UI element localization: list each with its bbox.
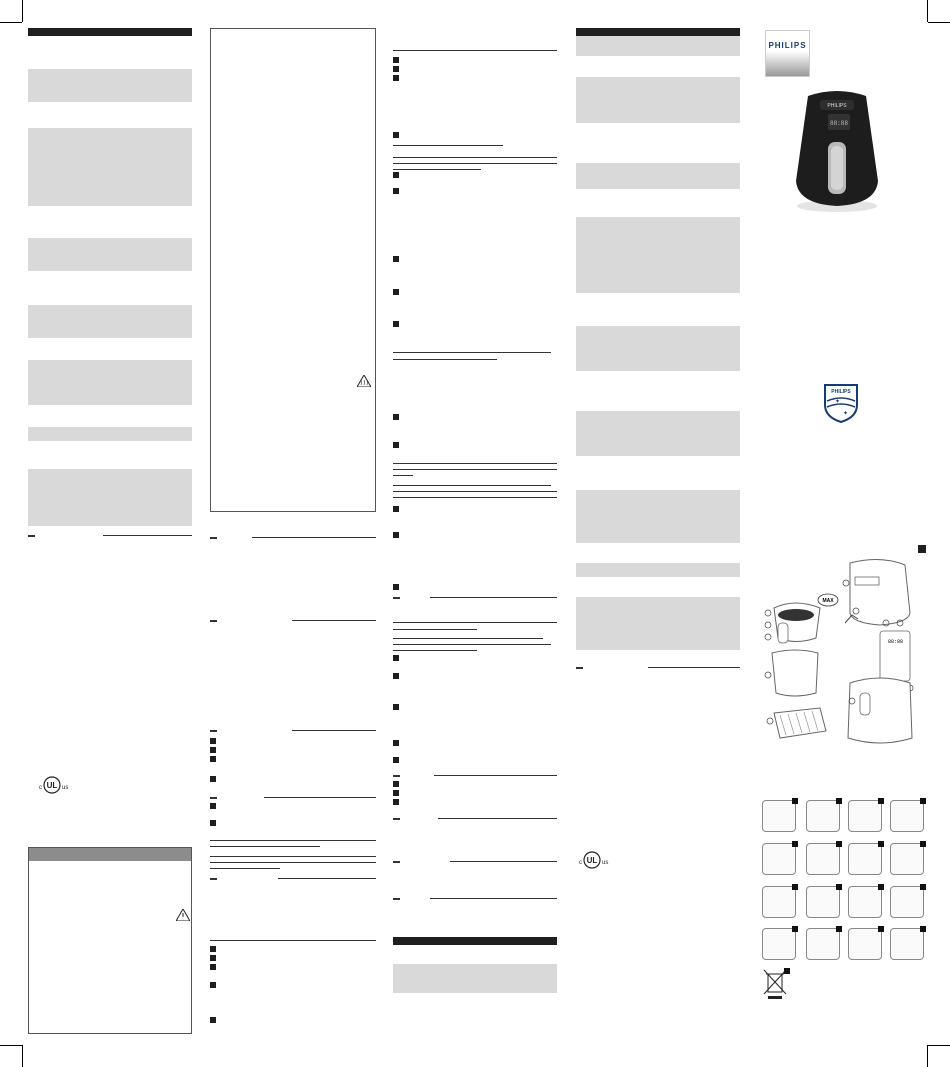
text-block (28, 360, 192, 405)
svg-text:c: c (579, 860, 582, 866)
step-image (890, 886, 924, 918)
body-rule (393, 145, 503, 146)
heading-rule (210, 620, 217, 622)
crop-mark (928, 1045, 950, 1046)
step-image (848, 843, 882, 875)
body-rule (393, 463, 557, 464)
heading-rule (393, 597, 400, 599)
bullet (210, 964, 216, 970)
text-block (576, 36, 740, 56)
crop-mark (22, 1045, 23, 1067)
heading-rule (450, 861, 557, 862)
text-block (576, 490, 740, 543)
body-rule (393, 644, 551, 645)
philips-logo (765, 30, 810, 77)
step-image (762, 800, 796, 832)
crop-mark (22, 0, 23, 22)
heading-rule (393, 898, 400, 900)
body-rule (393, 497, 557, 498)
recycle-bin-icon (762, 968, 790, 1000)
body-rule (393, 157, 557, 158)
warning-box (28, 847, 192, 1034)
bullet (393, 289, 399, 295)
svg-text:MAX: MAX (822, 598, 834, 604)
shield-icon (823, 379, 859, 423)
product-image-airfryer (790, 86, 884, 216)
heading-rule (393, 818, 400, 820)
heading-rule (210, 797, 217, 799)
svg-text:88:88: 88:88 (829, 120, 849, 127)
ul-center-text: UL (46, 781, 58, 790)
heading-rule (210, 878, 217, 880)
heading-rule (434, 775, 557, 776)
heading-rule (210, 537, 217, 539)
svg-text:✦: ✦ (843, 411, 849, 417)
heading-rule (393, 861, 400, 863)
bullet (393, 799, 399, 805)
bullet (393, 584, 399, 590)
step-image (848, 800, 882, 832)
brand-name: PHILIPS (768, 41, 807, 50)
heading-rule (278, 878, 376, 879)
heading-rule (252, 537, 376, 538)
body-rule (210, 862, 376, 863)
text-block (28, 427, 192, 441)
bullet (393, 781, 399, 787)
text-block (576, 217, 740, 293)
bullet (210, 738, 216, 744)
bullet (210, 776, 216, 782)
body-rule (393, 475, 413, 476)
text-block (28, 69, 192, 102)
text-block (393, 964, 557, 993)
bullet (210, 747, 216, 753)
step-image (762, 886, 796, 918)
body-rule (393, 622, 557, 623)
svg-text:UL: UL (586, 856, 598, 865)
step-image (806, 843, 840, 875)
bullet (210, 820, 216, 826)
body-rule (393, 491, 557, 492)
crop-mark (927, 1045, 928, 1067)
bullet (210, 1017, 216, 1023)
heading-rule (438, 818, 557, 819)
bullet (393, 132, 399, 138)
step-image (848, 928, 882, 960)
bullet (393, 321, 399, 327)
step-image (890, 800, 924, 832)
text-block (28, 305, 192, 338)
step-image (890, 843, 924, 875)
step-image (806, 886, 840, 918)
bullet (393, 75, 399, 81)
body-rule (210, 856, 376, 857)
bullet (210, 955, 216, 961)
hot-surface-icon (357, 374, 371, 392)
heading-rule (393, 775, 400, 777)
heading-rule (292, 730, 376, 731)
body-rule (393, 629, 477, 630)
step-image (848, 886, 882, 918)
bullet (210, 982, 216, 988)
body-rule (393, 50, 557, 51)
body-rule (210, 840, 376, 841)
text-block (576, 77, 740, 123)
body-rule (393, 485, 551, 486)
svg-text:PHILIPS: PHILIPS (831, 389, 851, 395)
text-block (28, 469, 192, 526)
bullet (393, 757, 399, 763)
bullet (210, 803, 216, 809)
page-marker (918, 545, 926, 553)
crop-mark (928, 22, 950, 23)
bullet (393, 506, 399, 512)
heading-rule (430, 597, 557, 598)
section-header-bar (393, 937, 557, 945)
parts-diagram (760, 553, 920, 753)
bullet (393, 172, 399, 178)
section-header-bar (28, 28, 192, 36)
body-rule (210, 940, 376, 941)
body-rule (393, 650, 477, 651)
heading-rule (430, 898, 557, 899)
body-rule (393, 169, 481, 170)
heading-rule (576, 667, 583, 669)
bullet (393, 532, 399, 538)
svg-text:✦: ✦ (835, 399, 841, 405)
heading-rule (292, 620, 376, 621)
safety-notice-box (210, 28, 376, 512)
bullet (393, 57, 399, 63)
text-block (576, 326, 740, 371)
crop-mark (0, 1045, 22, 1046)
heading-rule (648, 667, 740, 668)
step-image (762, 843, 796, 875)
svg-text:us: us (62, 785, 69, 791)
bullet (393, 66, 399, 72)
bullet (393, 256, 399, 262)
text-block (28, 238, 192, 271)
text-block (576, 411, 740, 456)
crop-mark (927, 0, 928, 22)
section-header-bar (576, 28, 740, 36)
text-block (576, 597, 740, 650)
body-rule (393, 352, 551, 353)
body-rule (393, 638, 543, 639)
text-block (576, 563, 740, 577)
crop-mark (0, 22, 22, 23)
body-rule (393, 469, 557, 470)
step-image (806, 928, 840, 960)
step-image (762, 928, 796, 960)
heading-rule (28, 535, 35, 537)
ul-certification-mark (576, 850, 616, 870)
bullet (393, 673, 399, 679)
body-rule (210, 868, 280, 869)
bullet (210, 946, 216, 952)
text-block (576, 163, 740, 189)
bullet (393, 655, 399, 661)
svg-text:c: c (39, 785, 42, 791)
bullet (393, 414, 399, 420)
warning-icon (176, 908, 190, 926)
bullet (393, 740, 399, 746)
bullet (393, 442, 399, 448)
step-image (890, 928, 924, 960)
body-rule (210, 846, 320, 847)
ul-certification-mark (36, 775, 76, 795)
text-block (28, 128, 192, 206)
bullet (393, 790, 399, 796)
svg-text:PHILIPS: PHILIPS (827, 103, 847, 109)
svg-text:88:88: 88:88 (888, 639, 904, 645)
body-rule (393, 359, 497, 360)
heading-rule (103, 535, 192, 536)
bullet (210, 756, 216, 762)
svg-text:us: us (602, 860, 609, 866)
bullet (393, 188, 399, 194)
body-rule (393, 163, 557, 164)
heading-rule (264, 797, 376, 798)
step-image (806, 800, 840, 832)
heading-rule (210, 730, 217, 732)
bullet (393, 704, 399, 710)
